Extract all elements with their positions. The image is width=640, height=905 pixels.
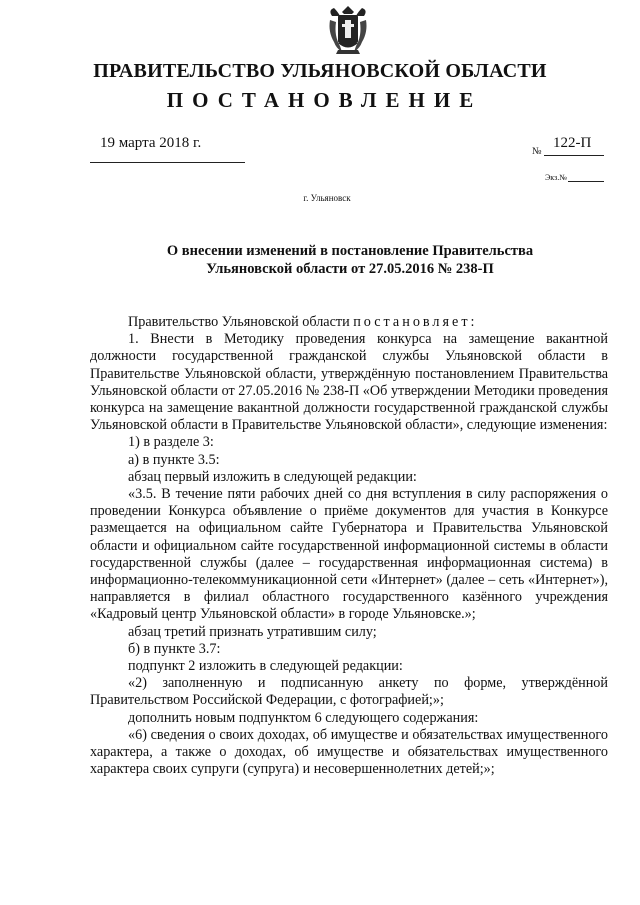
paragraph-10: дополнить новым подпунктом 6 следующего содержания: xyxy=(128,709,479,726)
intro-paragraph xyxy=(90,314,608,331)
copy-number-label: Экз.№ xyxy=(545,173,567,182)
subject-line-2: Ульяновской области от 27.05.2016 № 238-П xyxy=(206,261,494,277)
paragraph-6: абзац третий признать утратившим силу; xyxy=(128,623,377,640)
subject-line-1: О внесении изменений в постановление Правительства xyxy=(166,243,534,259)
paragraph-9: «2) заполненную и подписанную анкету по форме, утверждённой Правительством Российской Федерации, с фотографией;»; xyxy=(90,675,608,709)
paragraph-5: «3.5. В течение пяти рабочих дней со дня вступления в силу распоряжения о проведении Конкурса объявление о приёме документов для участия в Конкурсе размещается на официальном сайте Губернатора и Правительства Ульяновской области и официальном сайте государственной информационной системы в области государственной службы (далее – государственная информационная система) в информационно-телекоммуникационной сети «Интернет» (далее – сеть «Интернет»), направляется в филиал областного государственного казённого учреждения «Кадровый центр Ульяновской области» в городе Ульяновске.»; xyxy=(90,486,608,623)
intro-verb: постановляет: xyxy=(353,314,478,330)
document-type: ПОСТАНОВЛЕНИЕ xyxy=(166,88,483,112)
paragraph-3: а) в пункте 3.5: xyxy=(128,451,220,468)
coat-of-arms-icon xyxy=(326,6,370,56)
date-underline xyxy=(90,162,245,163)
document-date: 19 марта 2018 г. xyxy=(100,135,202,151)
copy-number-underline xyxy=(568,181,604,182)
city: г. Ульяновск xyxy=(303,193,351,203)
number-sign: № xyxy=(532,146,542,157)
paragraph-2: 1) в разделе 3: xyxy=(128,434,214,451)
number-underline xyxy=(544,155,604,156)
intro-prefix: Правительство Ульяновской области xyxy=(128,314,354,330)
document-body xyxy=(90,314,608,778)
document-subject xyxy=(90,242,610,278)
government-title: ПРАВИТЕЛЬСТВО УЛЬЯНОВСКОЙ ОБЛАСТИ xyxy=(93,60,547,82)
document-number: 122-П xyxy=(553,135,592,151)
paragraph-11: «6) сведения о своих доходах, об имуществе и обязательствах имущественного характера, а также о доходах, об имуществе и обязательствах имущественного характера своих супруги (супруга) и несовершеннолетних детей;»; xyxy=(90,726,608,778)
paragraph-8: подпункт 2 изложить в следующей редакции: xyxy=(128,658,403,675)
paragraph-4: абзац первый изложить в следующей редакции: xyxy=(128,468,417,485)
paragraph-1: 1. Внести в Методику проведения конкурса на замещение вакантной должности государственной гражданской службы Ульяновской области в Правительстве Ульяновской области, утверждённую постановлением Правительства Ульяновской области от 27.05.2016 № 238-П «Об утверждении Методики проведения конкурса на замещение вакантной должности государственной гражданской службы Ульяновской области в Правительстве Ульяновской области», следующие изменения: xyxy=(90,331,608,434)
paragraph-7: б) в пункте 3.7: xyxy=(128,640,221,657)
